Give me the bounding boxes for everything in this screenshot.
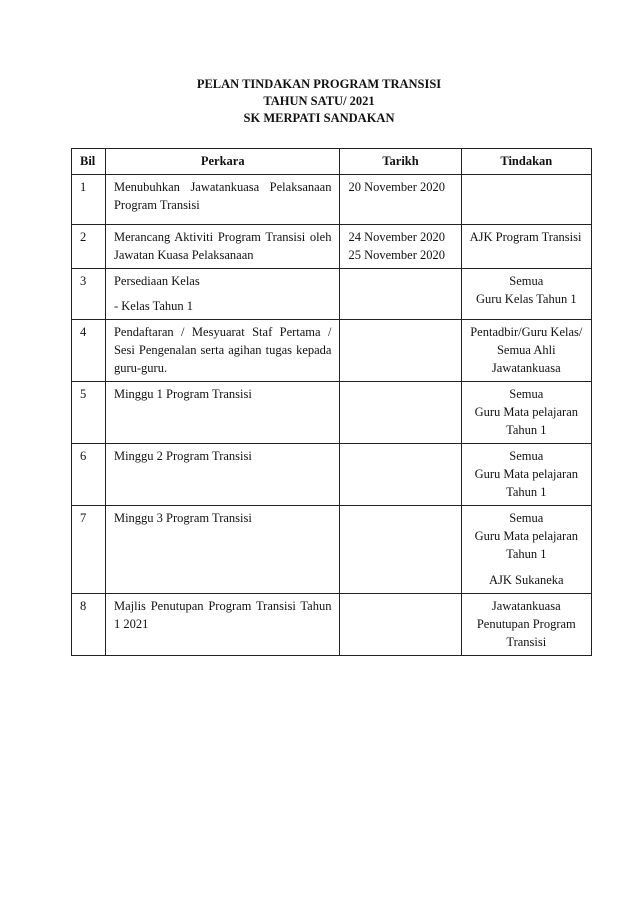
title-line-3: SK MERPATI SANDAKAN bbox=[243, 111, 395, 125]
tindakan-line: AJK Program Transisi bbox=[469, 230, 582, 244]
tindakan-line: Jawatankuasa bbox=[491, 361, 561, 375]
cell-tarikh bbox=[340, 382, 461, 444]
cell-perkara: Minggu 3 Program Transisi bbox=[105, 506, 340, 594]
tindakan-line: Tahun 1 bbox=[506, 547, 547, 561]
tindakan-line: Guru Kelas Tahun 1 bbox=[475, 292, 577, 306]
cell-perkara: Minggu 2 Program Transisi bbox=[105, 444, 340, 506]
cell-tindakan bbox=[461, 382, 591, 444]
cell-tindakan bbox=[461, 594, 591, 656]
tindakan-line: Jawatankuasa bbox=[491, 599, 561, 613]
tindakan-line: Guru Mata pelajaran bbox=[474, 529, 579, 543]
cell-perkara: Merancang Aktiviti Program Transisi oleh Jawatan Kuasa Pelaksanaan bbox=[105, 225, 340, 269]
cell-perkara: Majlis Penutupan Program Transisi Tahun 1 2021 bbox=[105, 594, 340, 656]
cell-tindakan bbox=[461, 506, 591, 594]
cell-bil: 5 bbox=[72, 382, 106, 444]
title-line-2: TAHUN SATU/ 2021 bbox=[263, 94, 375, 108]
table-row bbox=[72, 225, 592, 269]
cell-bil: 2 bbox=[72, 225, 106, 269]
cell-bil: 4 bbox=[72, 320, 106, 382]
cell-perkara: Pendaftaran / Mesyuarat Staf Pertama / Sesi Pengenalan serta agihan tugas kepada guru-guru. bbox=[105, 320, 340, 382]
cell-tarikh bbox=[340, 175, 461, 225]
tindakan-line: Semua Ahli bbox=[496, 343, 556, 357]
cell-perkara: Minggu 1 Program Transisi bbox=[105, 382, 340, 444]
tindakan-line: Pentadbir/Guru Kelas/ bbox=[470, 325, 583, 339]
table-header-row bbox=[72, 149, 592, 175]
table-row bbox=[72, 594, 592, 656]
tindakan-line: Guru Mata pelajaran bbox=[474, 467, 579, 481]
document-title bbox=[0, 76, 638, 127]
perkara-line: Persediaan Kelas bbox=[113, 274, 200, 288]
tindakan-line: Semua bbox=[509, 511, 544, 525]
tindakan-extra-line: AJK Sukaneka bbox=[488, 573, 564, 587]
cell-tindakan bbox=[461, 444, 591, 506]
tarikh-line: 25 November 2020 bbox=[348, 248, 445, 262]
tindakan-line: Tahun 1 bbox=[506, 485, 547, 499]
action-plan-table bbox=[71, 148, 592, 656]
cell-tindakan bbox=[461, 269, 591, 320]
tindakan-line: Guru Mata pelajaran bbox=[474, 405, 579, 419]
header-bil: Bil bbox=[72, 149, 106, 175]
tindakan-line: Penutupan Program bbox=[476, 617, 576, 631]
cell-tarikh bbox=[340, 269, 461, 320]
tindakan-line: Tahun 1 bbox=[506, 423, 547, 437]
header-perkara: Perkara bbox=[105, 149, 340, 175]
table-row bbox=[72, 444, 592, 506]
tindakan-line: Transisi bbox=[506, 635, 547, 649]
tindakan-line: Semua bbox=[509, 387, 544, 401]
cell-bil: 3 bbox=[72, 269, 106, 320]
cell-tindakan bbox=[461, 175, 591, 225]
cell-tindakan bbox=[461, 320, 591, 382]
cell-tarikh bbox=[340, 320, 461, 382]
tindakan-line: Semua bbox=[509, 449, 544, 463]
cell-bil: 7 bbox=[72, 506, 106, 594]
cell-tindakan bbox=[461, 225, 591, 269]
table-row bbox=[72, 175, 592, 225]
header-tarikh: Tarikh bbox=[340, 149, 461, 175]
cell-tarikh bbox=[340, 506, 461, 594]
tarikh-line: 20 November 2020 bbox=[348, 180, 445, 194]
table-row bbox=[72, 269, 592, 320]
tarikh-line: 24 November 2020 bbox=[348, 230, 445, 244]
cell-tarikh bbox=[340, 225, 461, 269]
header-tindakan: Tindakan bbox=[461, 149, 591, 175]
title-line-1: PELAN TINDAKAN PROGRAM TRANSISI bbox=[196, 77, 442, 91]
cell-tarikh bbox=[340, 594, 461, 656]
cell-bil: 6 bbox=[72, 444, 106, 506]
cell-bil: 1 bbox=[72, 175, 106, 225]
cell-tarikh bbox=[340, 444, 461, 506]
table-row bbox=[72, 320, 592, 382]
table-row bbox=[72, 382, 592, 444]
tindakan-line: Semua bbox=[509, 274, 544, 288]
cell-bil: 8 bbox=[72, 594, 106, 656]
perkara-sub-item: - Kelas Tahun 1 bbox=[113, 299, 194, 313]
cell-perkara bbox=[105, 269, 340, 320]
cell-perkara: Menubuhkan Jawatankuasa Pelaksanaan Program Transisi bbox=[105, 175, 340, 225]
table-row bbox=[72, 506, 592, 594]
